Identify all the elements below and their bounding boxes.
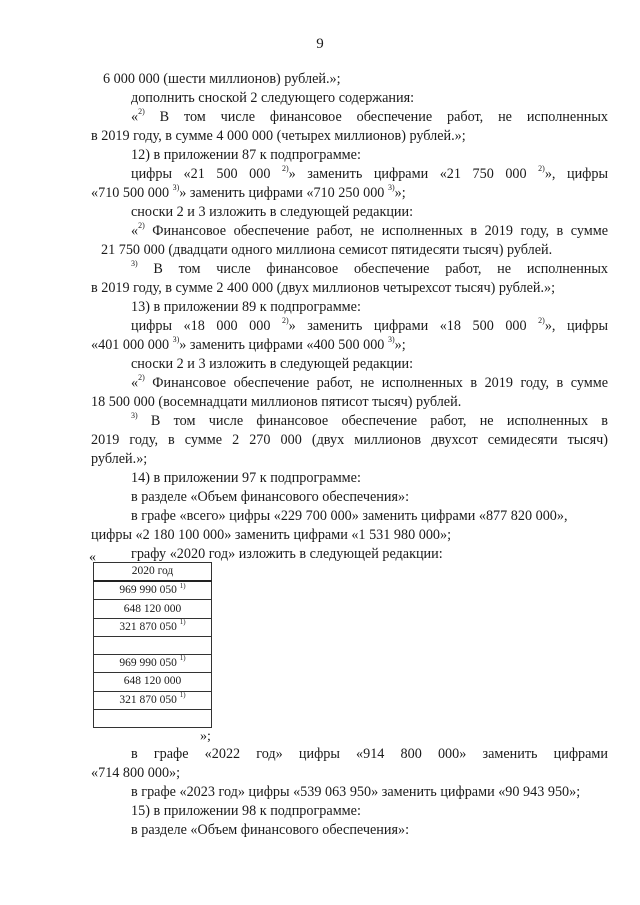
text-line: «$^{2)}$ Финансовое обеспечение работ, не исполненных в 2019 году, в сумме xyxy=(131,222,608,239)
table-cell xyxy=(94,709,212,727)
column-2020-table xyxy=(93,562,212,728)
text-line: сноски 2 и 3 изложить в следующей редакции: xyxy=(131,356,414,372)
text-line: 13) в приложении 89 к подпрограмме: xyxy=(131,299,361,315)
text-line: в разделе «Объем финансового обеспечения»: xyxy=(131,489,410,505)
text-line: 12) в приложении 87 к подпрограмме: xyxy=(131,147,361,163)
text-line: в графе «2022 год» цифры «914 800 000» заменить цифрами xyxy=(131,746,608,762)
text-line: $^{3)}$ В том числе финансовое обеспечение работ, не исполненных в xyxy=(131,412,608,429)
table-cell: 648 120 000 xyxy=(94,673,212,691)
text-line: в 2019 году, в сумме 4 000 000 (четырех миллионов) рублей.»; xyxy=(91,128,466,144)
text-line: дополнить сноской 2 следующего содержания: xyxy=(131,90,415,106)
text-line: в 2019 году, в сумме 2 400 000 (двух миллионов четырехсот тысяч) рублей.»; xyxy=(91,280,556,296)
table-cell: 321 870 050 $^{1)}$ xyxy=(94,691,212,709)
text-line: в разделе «Объем финансового обеспечения»: xyxy=(131,822,410,838)
table-cell xyxy=(94,636,212,654)
page-number: 9 xyxy=(316,36,324,52)
quote-close: »; xyxy=(200,729,211,744)
table-cell: 321 870 050 $^{1)}$ xyxy=(94,618,212,636)
text-line: цифры «2 180 100 000» заменить цифрами «1 531 980 000»; xyxy=(91,527,452,543)
text-line: 15) в приложении 98 к подпрограмме: xyxy=(131,803,361,819)
text-line: «710 500 000 $^{3)}$» заменить цифрами «710 250 000 $^{3)}$»; xyxy=(91,183,406,201)
text-line: «$^{2)}$ Финансовое обеспечение работ, не исполненных в 2019 году, в сумме xyxy=(131,374,608,391)
text-line: $^{3)}$ В том числе финансовое обеспечение работ, не исполненных xyxy=(131,260,608,277)
text-line: 21 750 000 (двадцати одного миллиона семисот пятидесяти тысяч) рублей. xyxy=(101,242,553,258)
text-line: «401 000 000 $^{3)}$» заменить цифрами «400 500 000 $^{3)}$»; xyxy=(91,335,406,353)
text-line: «$^{2)}$ В том числе финансовое обеспечение работ, не исполненных xyxy=(131,108,608,125)
table-cell: 969 990 050 $^{1)}$ xyxy=(94,581,212,600)
table-cell: 969 990 050 $^{1)}$ xyxy=(94,655,212,673)
text-line: графу «2020 год» изложить в следующей редакции: xyxy=(131,546,443,562)
text-line: цифры «18 000 000 $^{2)}$» заменить цифрами «18 500 000 $^{2)}$», цифры xyxy=(131,317,608,334)
text-line: рублей.»; xyxy=(91,451,148,467)
text-line: сноски 2 и 3 изложить в следующей редакции: xyxy=(131,204,414,220)
text-line: в графе «всего» цифры «229 700 000» заменить цифрами «877 820 000», xyxy=(131,508,568,524)
text-line: 18 500 000 (восемнадцати миллионов пятисот тысяч) рублей. xyxy=(91,394,462,410)
table-header: 2020 год xyxy=(94,563,212,582)
text-line: цифры «21 500 000 $^{2)}$» заменить цифрами «21 750 000 $^{2)}$», цифры xyxy=(131,165,608,182)
quote-open: « xyxy=(89,550,96,565)
text-line: 2019 году, в сумме 2 270 000 (двух миллионов двухсот семидесяти тысяч) xyxy=(91,432,608,448)
table-cell: 648 120 000 xyxy=(94,600,212,618)
text-line: 14) в приложении 97 к подпрограмме: xyxy=(131,470,361,486)
text-line: в графе «2023 год» цифры «539 063 950» заменить цифрами «90 943 950»; xyxy=(131,784,581,800)
text-line: «714 800 000»; xyxy=(91,765,181,781)
text-line: 6 000 000 (шести миллионов) рублей.»; xyxy=(103,71,341,87)
